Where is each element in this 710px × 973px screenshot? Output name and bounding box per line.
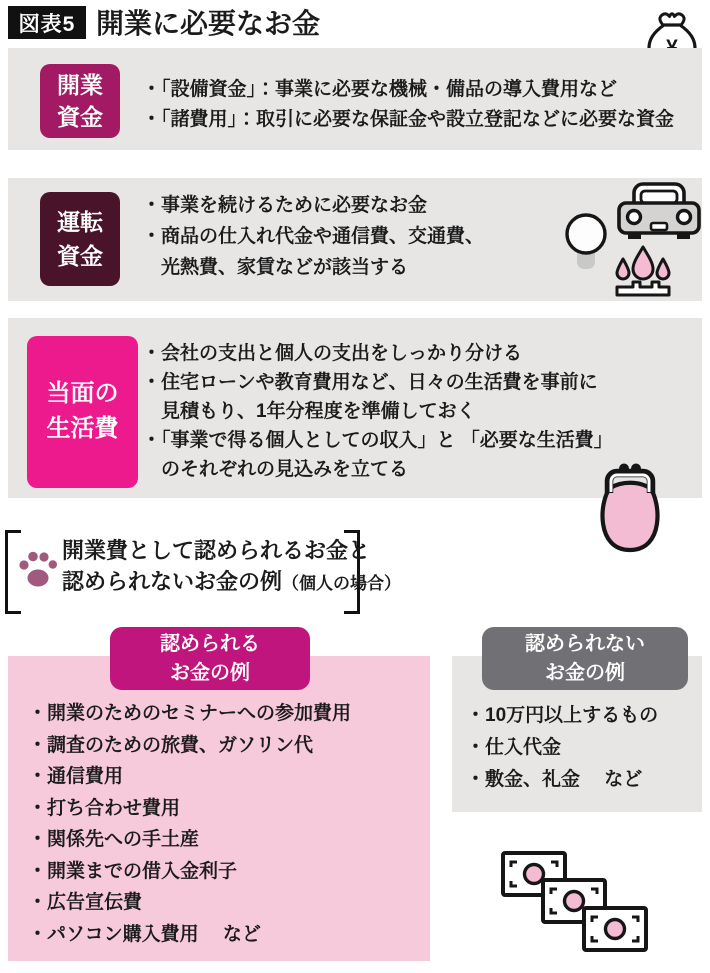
living-expenses-label: [27, 336, 138, 488]
note-line: 認められないお金の例（個人の場合）: [62, 569, 402, 594]
label-line: 生活費: [46, 415, 119, 442]
bullet-line: 光熱費、家賃などが該当する: [142, 257, 409, 278]
bracket-note: [62, 535, 401, 599]
label-line: 資金: [57, 243, 103, 269]
label-line: 運転: [57, 208, 103, 235]
bullet-line: ・「事業で得る個人としての収入」と 「必要な生活費」: [142, 430, 613, 451]
working-capital-label: [40, 192, 120, 286]
not-allowed-list: [466, 700, 658, 796]
working-capital-bullets: [142, 190, 484, 283]
list-item: ・開業までの借入金利子: [28, 860, 238, 882]
coin-purse-icon: [597, 462, 663, 557]
allowed-header-badge: [110, 627, 310, 690]
gas-burner-flames-icon: [611, 245, 675, 297]
startup-funds-bullets: [142, 75, 674, 135]
bullet-line: のそれぞれの見込みを立てる: [142, 459, 409, 480]
bullet-line: ・「諸費用」：取引に必要な保証金や設立登記などに必要な資金: [142, 109, 675, 130]
note-suffix: （個人の場合）: [282, 574, 402, 593]
badge-line: 認められない: [525, 632, 645, 655]
bullet-line: ・事業を続けるために必要なお金: [142, 195, 428, 216]
list-item: ・通信費用: [28, 766, 124, 787]
list-item: ・敷金、礼金 など: [466, 769, 643, 790]
paw-print-icon: [18, 550, 58, 588]
badge-line: お金の例: [545, 661, 625, 684]
light-bulb-icon: [563, 212, 609, 274]
label-line: 資金: [57, 104, 103, 130]
note-line: 開業費として認められるお金と: [62, 538, 371, 563]
label-line: 当面の: [46, 380, 119, 408]
car-front-icon: [617, 181, 701, 239]
startup-funds-label: [40, 64, 120, 138]
list-item: ・仕入代金: [466, 737, 562, 758]
page-title: 開業に必要なお金: [96, 8, 321, 39]
label-line: 開業: [57, 71, 103, 98]
list-item: ・打ち合わせ費用: [28, 797, 181, 819]
bullet-line: ・「設備資金」：事業に必要な機械・備品の導入費用など: [142, 79, 618, 100]
banknotes-icon: [500, 850, 652, 958]
not-allowed-header-badge: [482, 627, 688, 690]
list-item: ・関係先への手土産: [28, 829, 200, 850]
living-expenses-bullets: [142, 339, 613, 484]
list-item: ・パソコン購入費用 など: [28, 923, 261, 945]
allowed-list: [28, 698, 351, 950]
list-item: ・調査のための旅費、ガソリン代: [28, 734, 314, 756]
badge-line: 認められる: [160, 632, 260, 655]
badge-line: お金の例: [170, 661, 250, 684]
figure-number-badge: 図表5: [8, 6, 86, 39]
bullet-line: ・住宅ローンや教育費用など、日々の生活費を事前に: [142, 372, 598, 393]
list-item: ・10万円以上するもの: [466, 705, 659, 726]
bullet-line: ・商品の仕入れ代金や通信費、交通費、: [142, 226, 485, 247]
bullet-line: ・会社の支出と個人の支出をしっかり分ける: [142, 343, 523, 364]
list-item: ・開業のためのセミナーへの参加費用: [28, 703, 352, 724]
bullet-line: 見積もり、1年分程度を準備しておく: [142, 401, 476, 422]
list-item: ・広告宣伝費: [28, 892, 143, 913]
